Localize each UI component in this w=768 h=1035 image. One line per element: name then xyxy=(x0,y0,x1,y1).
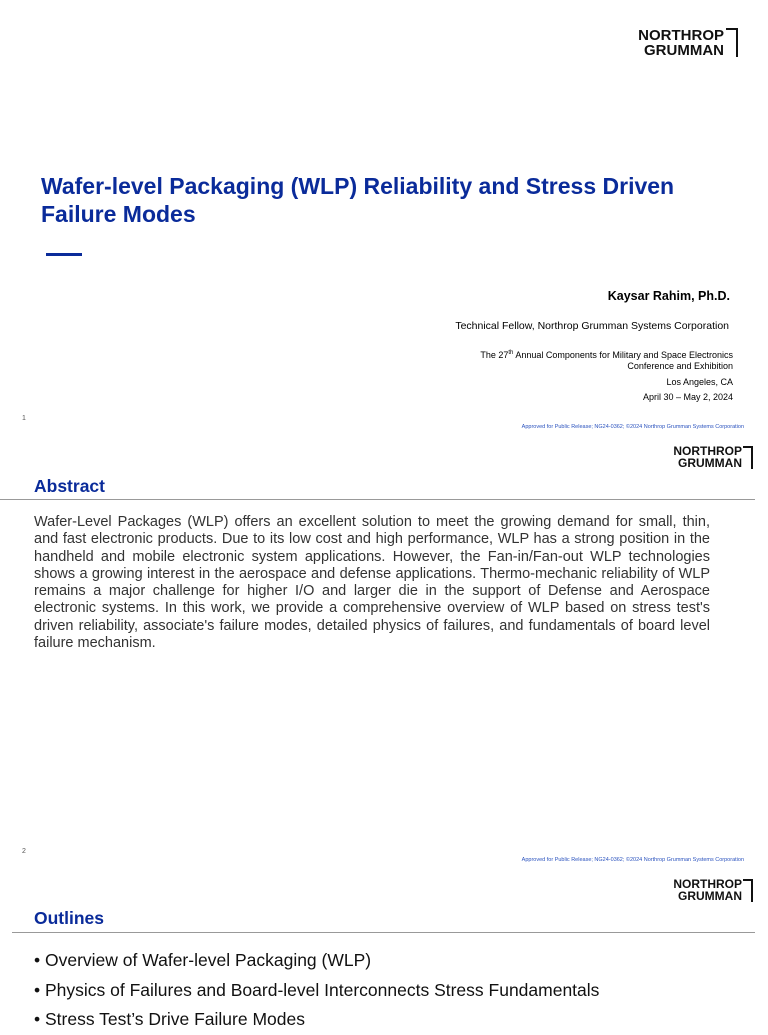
northrop-grumman-logo xyxy=(638,28,724,58)
release-note: Approved for Public Release; NG24-0362; ©2024 Northrop Grumman Systems Corporation xyxy=(521,424,744,430)
logo-bracket-icon xyxy=(726,28,738,57)
heading-divider xyxy=(0,499,755,500)
conference-rest: Annual Components for Military and Space Electronics xyxy=(513,350,733,360)
conference-location: Los Angeles, CA xyxy=(666,377,733,387)
conference-dates: April 30 – May 2, 2024 xyxy=(642,392,733,402)
conference-line2: Conference and Exhibition xyxy=(627,361,733,371)
list-item: • Physics of Failures and Board-level Interconnects Stress Fundamentals xyxy=(34,979,600,1000)
conference-suffix: th xyxy=(508,350,514,356)
logo-bracket-icon xyxy=(743,446,753,469)
author-role: Technical Fellow, Northrop Grumman Systems Corporation xyxy=(455,320,729,332)
author-name: Kaysar Rahim, Ph.D. xyxy=(607,289,730,303)
northrop-grumman-logo xyxy=(673,878,742,902)
section-heading: Abstract xyxy=(34,476,105,496)
heading-divider xyxy=(12,932,755,933)
northrop-grumman-logo xyxy=(673,445,742,469)
logo-line2: GRUMMAN xyxy=(678,889,742,903)
logo-line1: NORTHROP xyxy=(673,877,742,891)
logo-line2: GRUMMAN xyxy=(678,456,742,470)
logo-bracket-icon xyxy=(743,879,753,902)
page-number: 2 xyxy=(22,848,26,855)
list-item: • Stress Test’s Drive Failure Modes xyxy=(34,1009,305,1029)
title-underline xyxy=(46,253,82,256)
section-heading: Outlines xyxy=(34,908,105,928)
conference-prefix: The 27 xyxy=(480,350,509,360)
slide-title: Wafer-level Packaging (WLP) Reliability and Stress Driven Failure Modes xyxy=(41,173,675,227)
release-note: Approved for Public Release; NG24-0362; ©2024 Northrop Grumman Systems Corporation xyxy=(521,857,744,863)
logo-line1: NORTHROP xyxy=(673,444,742,458)
outline-list xyxy=(34,946,754,1035)
page-number: 1 xyxy=(22,415,26,422)
logo-line2: GRUMMAN xyxy=(644,42,724,59)
list-item: • Overview of Wafer-level Packaging (WLP) xyxy=(34,950,372,970)
logo-line1: NORTHROP xyxy=(638,27,724,44)
abstract-text: Wafer-Level Packages (WLP) offers an excellent solution to meet the growing demand for small, thin, and fast electronic products. Due to its low cost and high performance, WLP has a strong position in the handheld and mobile electronic system applications. However, the Fan-in/Fan-out WLP technologies shows a growing interest in the aerospace and defense applications. Thermo-mechanic reliability of WLP remains a major challenge for higher I/O and larger die in the support of Defense and Aerospace electronic systems. In this work, we provide a comprehensive overview of WLP based on stress test's driven reliability, associate's failure modes, detailed physics of failures, and fundamentals of board level failure mechanism. xyxy=(34,514,710,652)
conference-name xyxy=(480,348,733,372)
